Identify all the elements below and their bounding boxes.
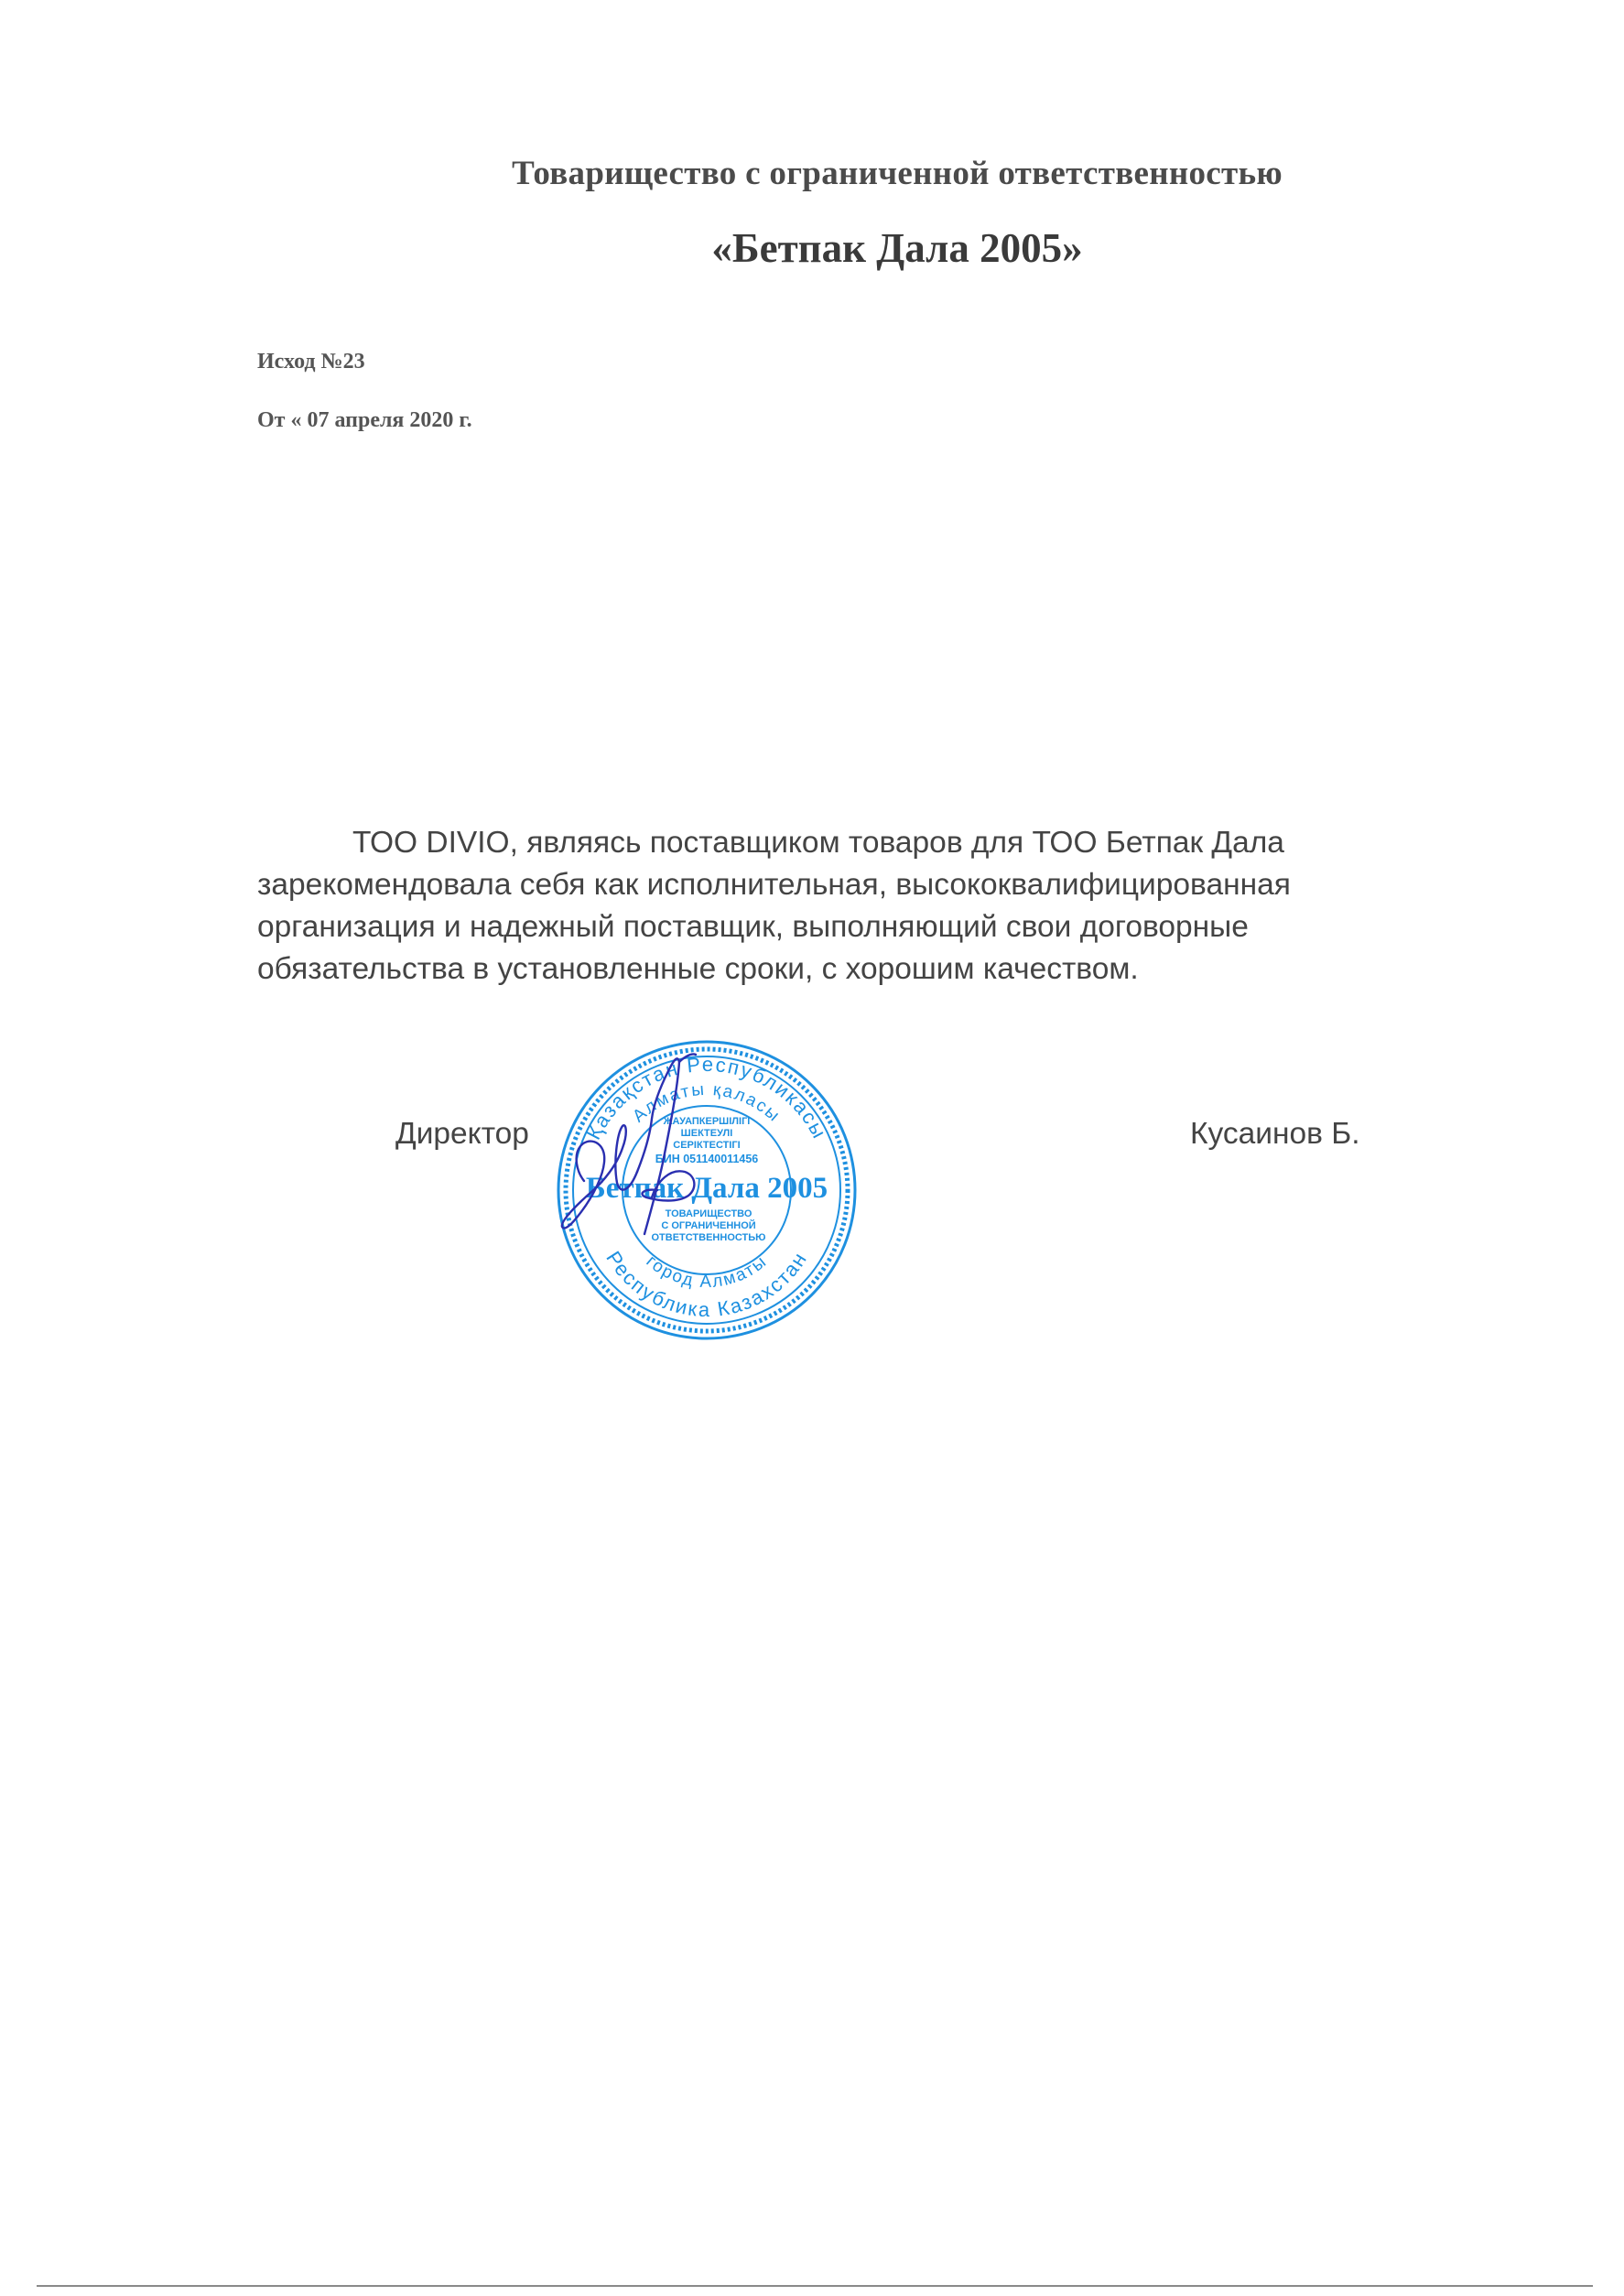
seal-ru-line: ОТВЕТСТВЕННОСТЬЮ: [651, 1232, 766, 1243]
seal-kz-line: СЕРІКТЕСТІГІ: [673, 1140, 741, 1151]
bottom-edge-rule: [37, 2285, 1593, 2287]
seal-kz-line: ШЕКТЕУЛІ: [680, 1128, 733, 1139]
letter-date: От « 07 апреля 2020 г.: [257, 408, 472, 432]
seal-inner-top-text: Алматы қаласы: [629, 1079, 785, 1127]
seal-outer-bottom-text: Республика Казахстан: [601, 1247, 812, 1322]
seal-ru-line: ТОВАРИЩЕСТВО: [665, 1208, 752, 1219]
body-line: обязательства в установленные сроки, с хорошим качеством.: [257, 952, 1139, 986]
body-line: ТОО DIVIO, являясь поставщиком товаров для ТОО Бетпак Дала: [352, 826, 1284, 860]
body-line: зарекомендовала себя как исполнительная, высококвалифицированная: [257, 868, 1291, 902]
seal-outer-top-text: Қазақстан Республикасы: [581, 1052, 832, 1143]
seal-ru-line: С ОГРАНИЧЕННОЙ: [661, 1220, 756, 1231]
body-line: организация и надежный поставщик, выполняющий свои договорные: [257, 910, 1249, 944]
handwritten-signature: [549, 1034, 769, 1273]
signatory-name: Кусаинов Б.: [1190, 1117, 1360, 1151]
seal-kz-line: ЖАУАПКЕРШІЛІГІ: [663, 1116, 751, 1127]
org-type-heading: Товарищество с ограниченной ответственностью: [512, 155, 1283, 192]
signatory-role: Директор: [395, 1117, 529, 1151]
letter-body: [257, 822, 1392, 991]
outgoing-number: Исход №23: [257, 350, 365, 374]
seal-company-name: Бетпак Дала 2005: [585, 1172, 828, 1205]
org-name-heading: «Бетпак Дала 2005»: [711, 225, 1083, 271]
seal-inner-bottom-text: город Алматы: [642, 1251, 772, 1292]
seal-bin: БИН 051140011456: [655, 1153, 759, 1165]
